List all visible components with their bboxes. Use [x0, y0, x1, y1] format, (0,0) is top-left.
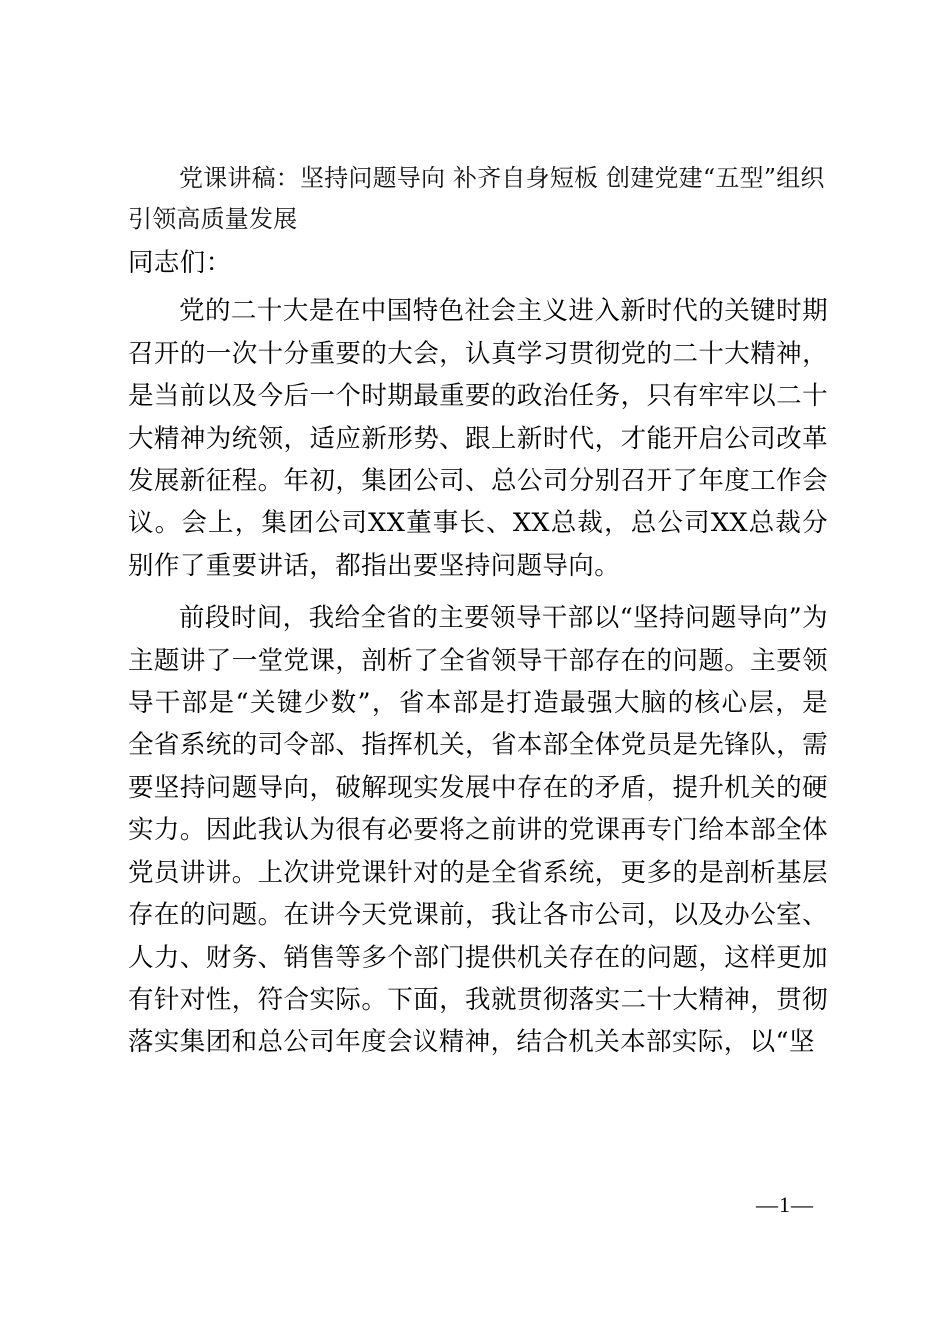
salutation: 同志们：	[128, 248, 232, 278]
document-title: 党课讲稿：坚持问题导向 补齐自身短板 创建党建“五型”组织引领高质量发展	[128, 164, 825, 233]
paragraph-1: 党的二十大是在中国特色社会主义进入新时代的关键时期召开的一次十分重要的大会，认真学习贯彻党的二十大精神，是当前以及今后一个时期最重要的政治任务，只有牢牢以二十大精神为统领，适应新形势、跟上新时代，才能开启公司改革发展新征程。年初，集团公司、总公司分别召开了年度工作会议。会上，集团公司XX董事长、XX总裁，总公司XX总裁分别作了重要讲话，都指出要坚持问题导向。	[128, 296, 828, 581]
page-number: —1—	[756, 1192, 814, 1217]
document-body	[128, 158, 828, 1064]
paragraph-2: 前段时间，我给全省的主要领导干部以“坚持问题导向”为主题讲了一堂党课，剖析了全省领导干部存在的问题。主要领导干部是“关键少数”，省本部是打造最强大脑的核心层，是全省系统的司令部、指挥机关，省本部全体党员是先锋队，需要坚持问题导向，破解现实发展中存在的矛盾，提升机关的硬实力。因此我认为很有必要将之前讲的党课再专门给本部全体党员讲讲。上次讲党课针对的是全省系统，更多的是剖析基层存在的问题。在讲今天党课前，我让各市公司，以及办公室、人力、财务、销售等多个部门提供机关存在的问题，这样更加有针对性，符合实际。下面，我就贯彻落实二十大精神，贯彻落实集团和总公司年度会议精神，结合机关本部实际，以“坚	[128, 603, 828, 1058]
